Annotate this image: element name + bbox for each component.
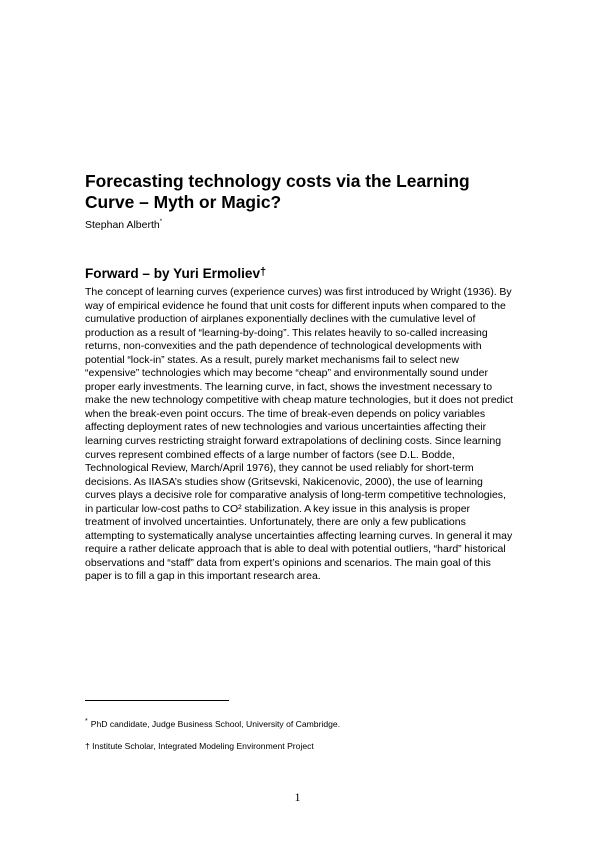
paper-title: Forecasting technology costs via the Learning Curve – Myth or Magic? bbox=[85, 171, 470, 212]
footnote-2 bbox=[85, 741, 314, 752]
footnote-1 bbox=[85, 716, 340, 730]
footnote-separator bbox=[85, 700, 229, 701]
section-heading bbox=[85, 264, 266, 282]
author-name: Stephan Alberth bbox=[85, 219, 160, 231]
section-heading-text: Forward – by Yuri Ermoliev bbox=[85, 266, 261, 281]
author-line bbox=[85, 216, 162, 232]
section-footnote-mark[interactable]: † bbox=[260, 266, 267, 278]
body-paragraph: The concept of learning curves (experience curves) was first introduced by Wright (1936). By way of empirical evidence he found that unit costs for different inputs when compared to the cumulative production of airplanes exponentially declines with the cumulative level of production as a result of “learning-by-doing”. This relates heavily to so-called increasing returns, non-convexities and the path dependence of technological developments with potential “lock-in” states. As a result, purely market mechanisms fail to select new “expensive” technologies which may become “cheap” and environmentally sound under proper early investments. The learning curve, in fact, shows the investment necessary to make the new technology competitive with cheap mature technologies, but it does not predict when the break-even point occurs. The time of break-even depends on policy variables affecting deployment rates of new technologies and various uncertainties affecting their learning curves restricting straight forward extrapolations of declining costs. Since learning curves represent combined effects of a large number of factors (see D.L. Bodde, Technological Review, March/April 1976), they cannot be used reliably for short-term decisions. As IIASA’s studies show (Gritsevski, Nakicenovic, 2000), the use of learning curves plays a decisive role for comparative analysis of long-term competitive technologies, in particular low-cost paths to CO² stabilization. A key issue in this analysis is proper treatment of involved uncertainties. Unfortunately, there are only a few publications attempting to systematically analyse uncertainties affecting learning curves. In general it may require a rather delicate approach that is able to deal with potential outliers, “hard” historical observations and “staff” data from expert’s opinions and scenarios. The main goal of this paper is to fill a gap in this important research area. bbox=[85, 286, 514, 583]
footnote-1-text: PhD candidate, Judge Business School, University of Cambridge. bbox=[90, 719, 341, 729]
footnote-1-mark: * bbox=[85, 718, 88, 725]
footnote-2-text: † Institute Scholar, Integrated Modeling Environment Project bbox=[85, 741, 314, 751]
author-footnote-mark[interactable]: * bbox=[159, 219, 163, 225]
page-number: 1 bbox=[294, 790, 301, 804]
